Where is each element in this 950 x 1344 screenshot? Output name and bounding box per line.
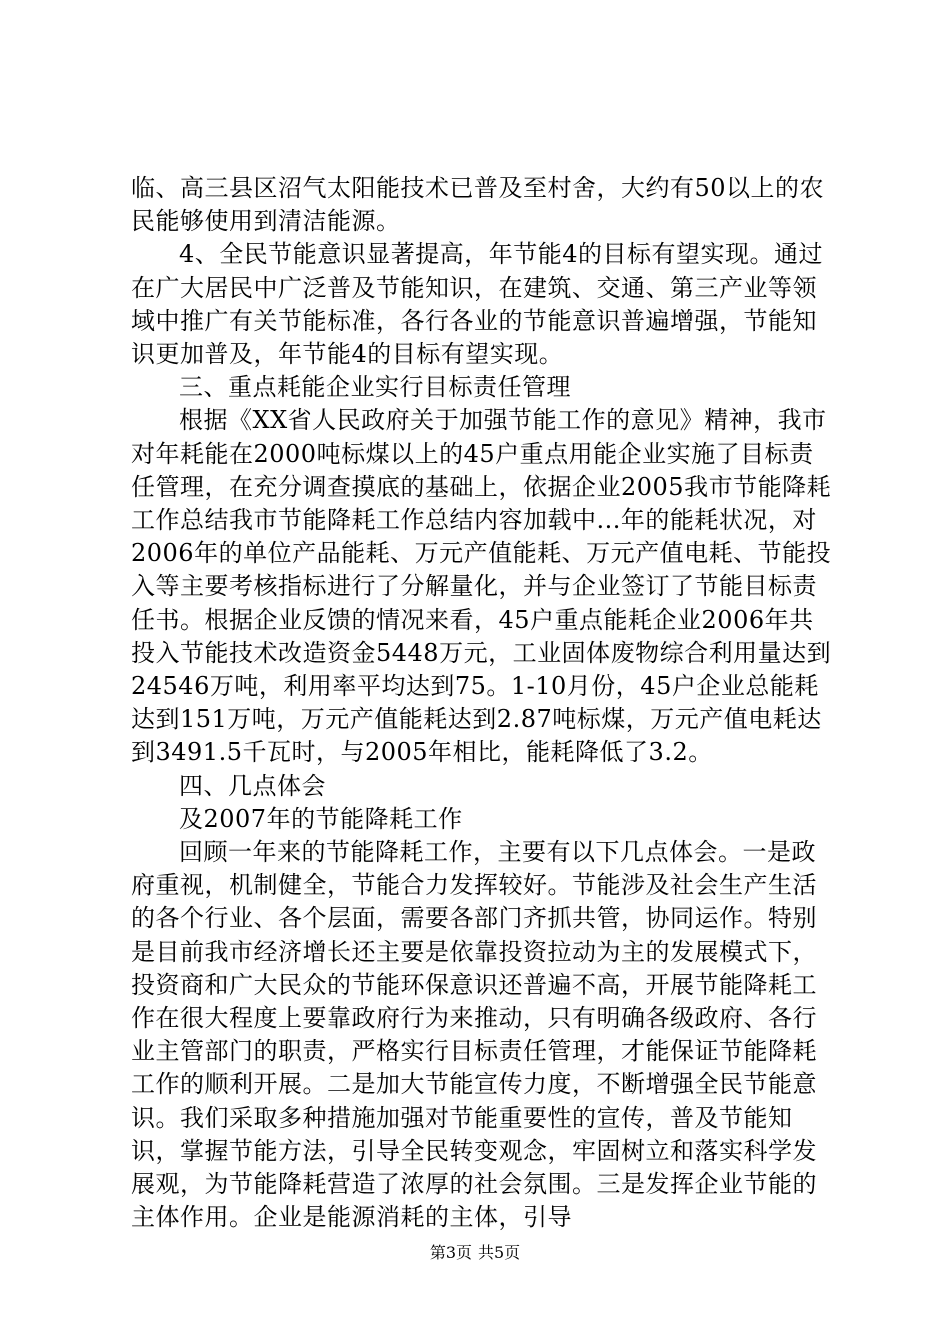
paragraph-energy-awareness: 4、全民节能意识显著提高，年节能4的目标有望实现。通过在广大居民中广泛普及节能知识，在建筑、交通、第三产业等领域中推广有关节能标准，各行各业的节能意识普遍增强，节能知识更加普及，年节能4的目标有望实现。 [131, 240, 824, 369]
section-heading-3: 三、重点耗能企业实行目标责任管理 [179, 373, 571, 402]
page-total: 共5页 [478, 1243, 521, 1262]
section-heading-4: 四、几点体会 [179, 771, 326, 800]
page-number: 第3页 [429, 1243, 472, 1262]
section-subheading: 及2007年的节能降耗工作 [179, 804, 463, 833]
page-footer [0, 1240, 950, 1263]
paragraph-target-responsibility: 根据《XX省人民政府关于加强节能工作的意见》精神，我市对年耗能在2000吨标煤以上的45户重点用能企业实施了目标责任管理，在充分调查摸底的基础上，依据企业2005我市节能降耗工作总结我市节能降耗工作总结内容加载中...年的能耗状况，对2006年的单位产品能耗、万元产值能耗、万元产值电耗、节能投入等主要考核指标进行了分解量化，并与企业签订了节能目标责任书。根据企业反馈的情况来看，45户重点能耗企业2006年共投入节能技术改造资金5448万元，工业固体废物综合利用量达到24546万吨，利用率平均达到75。1-10月份，45户企业总能耗达到151万吨，万元产值能耗达到2.87吨标煤，万元产值电耗达到3491.5千瓦时，与2005年相比，能耗降低了3.2。 [131, 406, 832, 767]
document-body [131, 172, 835, 1235]
paragraph-review: 回顾一年来的节能降耗工作，主要有以下几点体会。一是政府重视，机制健全，节能合力发挥较好。节能涉及社会生产生活的各个行业、各个层面，需要各部门齐抓共管，协同运作。特别是目前我市经济增长还主要是依靠投资拉动为主的发展模式下，投资商和广大民众的节能环保意识还普遍不高，开展节能降耗工作在很大程度上要靠政府行为来推动，只有明确各级政府、各行业主管部门的职责，严格实行目标责任管理，才能保证节能降耗工作的顺利开展。二是加大节能宣传力度，不断增强全民节能意识。我们采取多种措施加强对节能重要性的宣传，普及节能知识，掌握节能方法，引导全民转变观念，牢固树立和落实科学发展观，为节能降耗营造了浓厚的社会氛围。三是发挥企业节能的主体作用。企业是能源消耗的主体，引导 [131, 838, 817, 1232]
paragraph-continuation: 临、高三县区沼气太阳能技术已普及至村舍，大约有50以上的农民能够使用到清洁能源。 [131, 174, 825, 236]
